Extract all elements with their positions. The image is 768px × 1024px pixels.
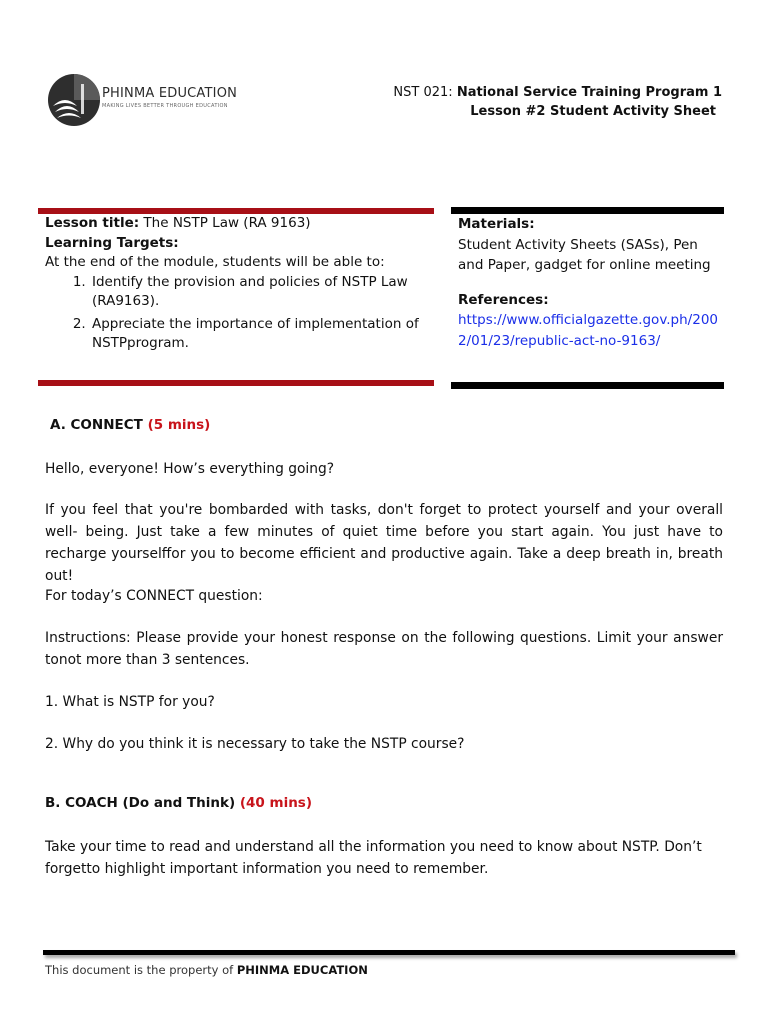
materials-box — [458, 214, 720, 351]
target-item: 1. Identify the provision and policies of NSTP Law (RA9163). — [90, 273, 425, 312]
materials-box-top-bar — [451, 207, 724, 214]
footer-owner: PHINMA EDUCATION — [236, 963, 368, 977]
connect-heading: A. CONNECT (5 mins) — [50, 417, 211, 433]
footer-divider — [43, 950, 735, 955]
lesson-box-bottom-bar — [38, 380, 434, 386]
phinma-logo — [45, 70, 238, 130]
materials-text: Student Activity Sheets (SASs), Pen and Paper, gadget for online meeting — [458, 236, 711, 273]
target-item: 2. Appreciate the importance of implementation of NSTPprogram. — [90, 315, 425, 354]
connect-question-2: 2. Why do you think it is necessary to take the NSTP course? — [45, 736, 465, 752]
phinma-globe-icon — [45, 70, 101, 130]
connect-instructions: Instructions: Please provide your honest response on the following questions. Limit your answer tonot more than 3 sentences. — [45, 630, 723, 668]
materials-label: Materials: — [458, 216, 535, 232]
connect-time: (5 mins) — [147, 417, 211, 433]
learning-targets-list — [45, 273, 425, 354]
footer-text: This document is the property of PHINMA EDUCATION — [45, 963, 368, 977]
connect-paragraph: If you feel that you're bombarded with tasks, don't forget to protect yourself and your overall well- being. Just take a few minutes of quiet time before you start again. You just have to recharge yourselffor you to become efficient and productive again. Take a deep breath in, breath out! — [45, 502, 723, 584]
reference-link[interactable]: https://www.officialgazette.gov.ph/2002/01/23/republic-act-no-9163/ — [458, 312, 718, 349]
course-title: National Service Training Program 1 — [456, 85, 722, 100]
coach-time: (40 mins) — [239, 795, 313, 811]
learning-targets-label: Learning Targets: — [45, 234, 179, 251]
lesson-title: Lesson title: The NSTP Law (RA 9163) — [45, 215, 311, 231]
brand-name: PHINMA EDUCATION — [102, 86, 238, 101]
learning-targets-intro: At the end of the module, students will be able to: — [45, 254, 385, 270]
course-code: NST 021: — [393, 85, 453, 100]
coach-paragraph: Take your time to read and understand all the information you need to know about NSTP. Don’t forgetto highlight important information you need to remember. — [45, 839, 702, 877]
references-label: References: — [458, 291, 549, 308]
course-header — [393, 85, 722, 100]
coach-heading: B. COACH (Do and Think) (40 mins) — [45, 795, 313, 811]
lesson-header: Lesson #2 Student Activity Sheet — [470, 104, 716, 119]
connect-question-intro: For today’s CONNECT question: — [45, 588, 263, 604]
connect-question-1: 1. What is NSTP for you? — [45, 694, 215, 710]
materials-box-bottom-bar — [451, 382, 724, 389]
connect-greeting: Hello, everyone! How’s everything going? — [45, 461, 335, 477]
lesson-box — [45, 214, 425, 354]
brand-tagline: MAKING LIVES BETTER THROUGH EDUCATION — [102, 103, 228, 109]
